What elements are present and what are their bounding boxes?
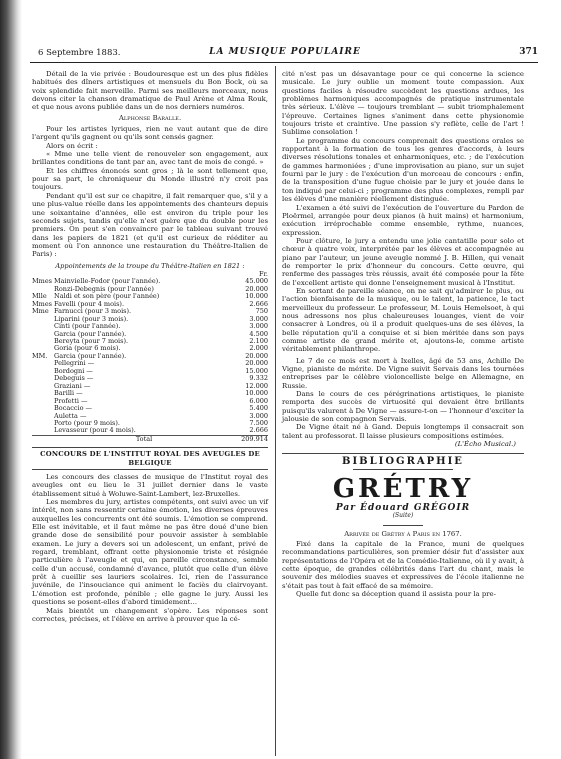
row-amount: 10.000: [245, 292, 268, 301]
paragraph: Pendant qu'il est sur ce chapitre, il fait remarquer que, s'il y a une plus-value réelle dans les appointements des chanteurs depuis une soixantaine d'années, elle est environ du triple pour les seconds sujets, tandis qu'elle n'est guère que du double pour les premiers. On peut s'en convaincre par le tableau suivant trouvé dans les papiers de 1821 (et qu'il est curieux de rééditer au moment où l'on annonce une restauration du Théâtre-Italien de Paris) :: [32, 191, 268, 259]
row-amount: 15.000: [245, 366, 268, 375]
section-title: CONCOURS DE L'INSTITUT ROYAL DES AVEUGLES DE BELGIQUE: [32, 447, 268, 470]
row-prefix: [32, 427, 54, 435]
table-total-row: [32, 435, 268, 443]
row-prefix: [32, 420, 54, 427]
header-title: LA MUSIQUE POPULAIRE: [209, 47, 361, 57]
divider: [383, 525, 423, 526]
paragraph: Le 7 de ce mois est mort à Ixelles, âgé de 53 ans, Achille De Vigne, pianiste de mérite. De Vigne suivit Servais dans les tournées entreprises par le célèbre violoncelliste belge en Allemagne, en Russie.: [282, 356, 524, 390]
row-name: Bocaccio —: [54, 404, 93, 413]
chapter-heading: Arrivée de Grétry à Paris en 1767.: [344, 529, 462, 538]
paragraph: En sortant de pareille séance, on ne sait qu'admirer le plus, ou l'action bienfaisante de la musique, ou le talent, la patience, le tact merveilleux du professeur. Le professeur, M. Louis Hemelsoet, à qui nous adressons nos plus chaleureuses louanges, vient de voir consacrer à Londres, où il a produit quelques-uns de ses élèves, la belle réputation qu'il a conquise et si bien méritée dans son pays comme artiste de grand mérite et, ajoutons-le, comme artiste véritablement philanthrope.: [282, 286, 524, 354]
row-name: Pellegrini —: [54, 359, 95, 368]
paragraph: cité n'est pas un désavantage pour ce qui concerne la science musicale. Le jury oublie un moment toute compassion. Aux questions faciles à résoudre succèdent les questions ardues, les problèmes harmoniques accompagnés de pratique instrumentale très sérieux. L'élève — toujours tremblant — subit triomphalement l'épreuve. Certaines lignes s'animent dans cette physionomie toujours triste et craintive. Une passion s'y reflète, celle de l'art ! Sublime consolation !: [282, 70, 524, 137]
row-amount: 20.000: [245, 359, 268, 368]
page-header: [30, 46, 540, 60]
row-prefix: [32, 338, 54, 345]
row-name: Bordogni —: [54, 366, 93, 375]
row-amount: 750: [255, 307, 268, 316]
paragraph: « Mme une telle vient de renouveler son engagement, aux brillantes conditions de tant par an, avec tant de mois de congé. »: [32, 150, 268, 167]
row-name: Goria (pour 6 mois).: [54, 344, 121, 353]
header-rule: [30, 62, 538, 63]
row-amount: 2.100: [249, 336, 268, 345]
total-amount: 209.914: [234, 435, 268, 443]
paragraph: Les membres du jury, artistes compétents, ont suivi avec un vif intérêt, non sans ressentir certaine émotion, les diverses épreuves auxquelles les concurrents ont été soumis. L'émotion se comprend. Elle est inévitable, et il faut même ne pas être doué d'une bien grande dose de sensibilité pour pouvoir assister à semblable examen. Le jury a devers soi un adolescent, un enfant, privé de regard, tremblant, offrant cette physionomie triste et résignée particulière à l'aveugle et qui, en pareille circonstance, semble celle d'un accusé, condamné d'avance, plutôt que celle d'un élève prêt à cueillir ses lauriers scolaires. Ici, rien de l'assurance juvénile, de l'insouciance qui animent le faciès du clairvoyant. L'émotion est profonde, pénible ; elle gagne le jury. Aussi les questions se posent-elles d'abord timidement...: [32, 498, 268, 607]
row-prefix: [32, 398, 54, 405]
row-name: Auletta —: [54, 411, 87, 420]
paragraph: Quelle fut donc sa déception quand il assista pour la pre-: [296, 589, 496, 598]
row-prefix: [32, 368, 54, 375]
paragraph: Détail de la vie privée : Boudouresque est un des plus fidèles habitués des dîners artistiques et mensuels du Bon Bock, où sa voix splendide fait merveille. Parmi ses meilleurs morceaux, nous devons citer la chanson dramatique de Paul Arène et Alma Rouk, et que nous avons publiée dans un de nos derniers numéros.: [32, 70, 268, 112]
row-prefix: Mlle: [32, 292, 47, 301]
page-number: 371: [519, 47, 538, 57]
row-amount: 45.000: [245, 277, 268, 286]
row-name: Ronzi-Debegnis (pour l'année): [54, 284, 154, 293]
row-amount: 2.000: [249, 344, 268, 353]
column-divider: [275, 66, 276, 756]
row-name: Debeguis —: [54, 374, 94, 383]
row-amount: 12.000: [245, 381, 268, 390]
row-amount: 3.000: [249, 411, 268, 420]
currency-label: Fr.: [259, 269, 268, 278]
left-column: [32, 70, 268, 623]
row-amount: 2.666: [249, 426, 268, 435]
row-prefix: [32, 316, 54, 323]
row-prefix: [32, 383, 54, 390]
paragraph: Fixé dans la capitale de la France, muni de quelques recommandations particulières, son premier désir fut d'assister aux représentations de l'Opéra et de la Comédie-Italienne, où il y avait, à cette époque, de grandes célébrités dans l'art du chant, mais le souvenir des mélodies suaves et expressives de l'école italienne ne s'était pas tout à fait effacé de sa mémoire.: [282, 539, 524, 590]
row-name: Levasseur (pour 4 mois).: [54, 426, 136, 435]
row-prefix: [32, 323, 54, 330]
row-prefix: [32, 413, 54, 420]
row-name: Barilli —: [54, 389, 83, 398]
row-prefix: [32, 360, 54, 367]
paragraph: Alors on écrit :: [46, 141, 98, 150]
row-prefix: Mmes: [32, 299, 53, 308]
row-amount: 5.400: [249, 404, 268, 413]
row-name: Farnucci (pour 3 mois).: [54, 307, 132, 316]
row-name: Porto (pour 9 mois).: [54, 418, 120, 427]
row-name: Favelli (pour 4 mois).: [54, 299, 125, 308]
header-date: 6 Septembre 1883.: [38, 48, 121, 58]
book-title: GRÉTRY: [332, 473, 474, 504]
row-prefix: [32, 375, 54, 382]
paragraph: Le programme du concours comprenait des questions orales se rapportant à la formation de tous les genres d'accords, à leurs diverses résolutions tonales et enharmoniques, etc. ; de l'exécution de gammes harmoniées ; d'une improvisation au piano, sur un sujet fourni par le jury : de l'exécution d'un morceau de concours : enfin, de la transposition d'une fugue choisie par le jury et jouée dans le ton indiqué par celui-ci ; programme des plus complexes, rempli par les élèves d'une manière réellement distinguée.: [282, 136, 524, 204]
right-column: [282, 70, 524, 598]
total-label: Total: [54, 435, 234, 443]
salary-table: [32, 271, 268, 443]
continuation-note: (Suite): [392, 512, 414, 520]
row-amount: 3.000: [249, 314, 268, 323]
row-name: Bereyta (pour 7 mois).: [54, 336, 129, 345]
row-amount: 7.500: [249, 418, 268, 427]
table-title: Appointements de la troupe du Théâtre-Italien en 1821 :: [55, 261, 245, 270]
row-amount: 4.500: [249, 329, 268, 338]
scan-shadow: [0, 0, 22, 759]
paragraph: Les concours des classes de musique de l'Institut royal des aveugles ont eu lieu le 31 juillet dernier dans le vaste établissement situé à Woluwe-Saint-Lambert, lez-Bruxelles.: [32, 473, 268, 498]
row-prefix: [32, 405, 54, 412]
paragraph: L'examen a été suivi de l'exécution de l'ouverture du Pardon de Ploërmel, arrangée pour deux pianos (à huit mains) et harmonium, exécution irréprochable comme ensemble, rythme, nuances, expression.: [282, 203, 524, 237]
row-prefix: [32, 331, 54, 338]
row-name: Garcia (pour l'année).: [54, 329, 127, 338]
row-amount: 10.000: [245, 389, 268, 398]
row-prefix: Mmes: [32, 277, 53, 286]
row-amount: 6.000: [249, 396, 268, 405]
section-title: BIBLIOGRAPHIE: [282, 453, 524, 466]
row-prefix: [32, 390, 54, 397]
row-name: Cinti (pour l'année).: [54, 322, 121, 331]
row-amount: 9.332: [249, 374, 268, 383]
paragraph: Et les chiffres énoncés sont gros ; là le sont tellement que, pour sa part, le chroniqueur du Monde illustré n'y croit pas toujours.: [32, 166, 268, 192]
signature: Alphonse Baralle.: [118, 113, 182, 122]
paragraph: Pour clôture, le jury a entendu une jolie cantatille pour solo et chœur à quatre voix, interprétée par les élèves et accompagnée au piano par l'auteur, un jeune aveugle nommé J. B. Hillen, qui venait de remporter le prix d'honneur du concours. Cette œuvre, qui renferme des passages très réussis, avait été composée pour la fête de l'excellent artiste qui donne l'enseignement musical à l'Institut.: [282, 236, 524, 287]
row-name: Profetti —: [54, 396, 88, 405]
book-author: Par Édouard GRÉGOIR: [335, 502, 471, 513]
row-name: Liparini (pour 3 mois).: [54, 314, 129, 323]
row-name: Garcia (pour l'année).: [54, 351, 127, 360]
paragraph: Mais bientôt un changement s'opère. Les réponses sont correctes, précises, et l'élève en arrive à prouver que la cé-: [32, 606, 268, 623]
source-credit: (L'Écho Musical.): [454, 440, 516, 449]
row-prefix: MM.: [32, 351, 48, 360]
row-amount: 2.666: [249, 299, 268, 308]
paragraph: De Vigne était né à Gand. Depuis longtemps il consacrait son talent au professorat. Il laisse plusieurs compositions estimées.: [282, 423, 524, 440]
row-name: Naldi et son père (pour l'année): [54, 292, 160, 301]
row-amount: 20.000: [245, 284, 268, 293]
row-name: Mainvielle-Fodor (pour l'année).: [54, 277, 161, 286]
row-prefix: Mme: [32, 307, 49, 316]
divider: [353, 469, 453, 470]
paragraph: Pour les artistes lyriques, rien ne vaut autant que de dire l'argent qu'ils gagnent ou qu'ils sont censés gagner.: [32, 125, 268, 142]
row-amount: 20.000: [245, 351, 268, 360]
row-name: Graziani —: [54, 381, 91, 390]
paragraph: Dans le cours de ces pérégrinations artistiques, le pianiste remporta des succès de virtuosité qui devaient être brillants puisqu'ils valurent à De Vigne — assure-t-on — l'honneur d'exciter la jalousie de son compagnon Servais.: [282, 390, 524, 424]
row-amount: 3.000: [249, 322, 268, 331]
